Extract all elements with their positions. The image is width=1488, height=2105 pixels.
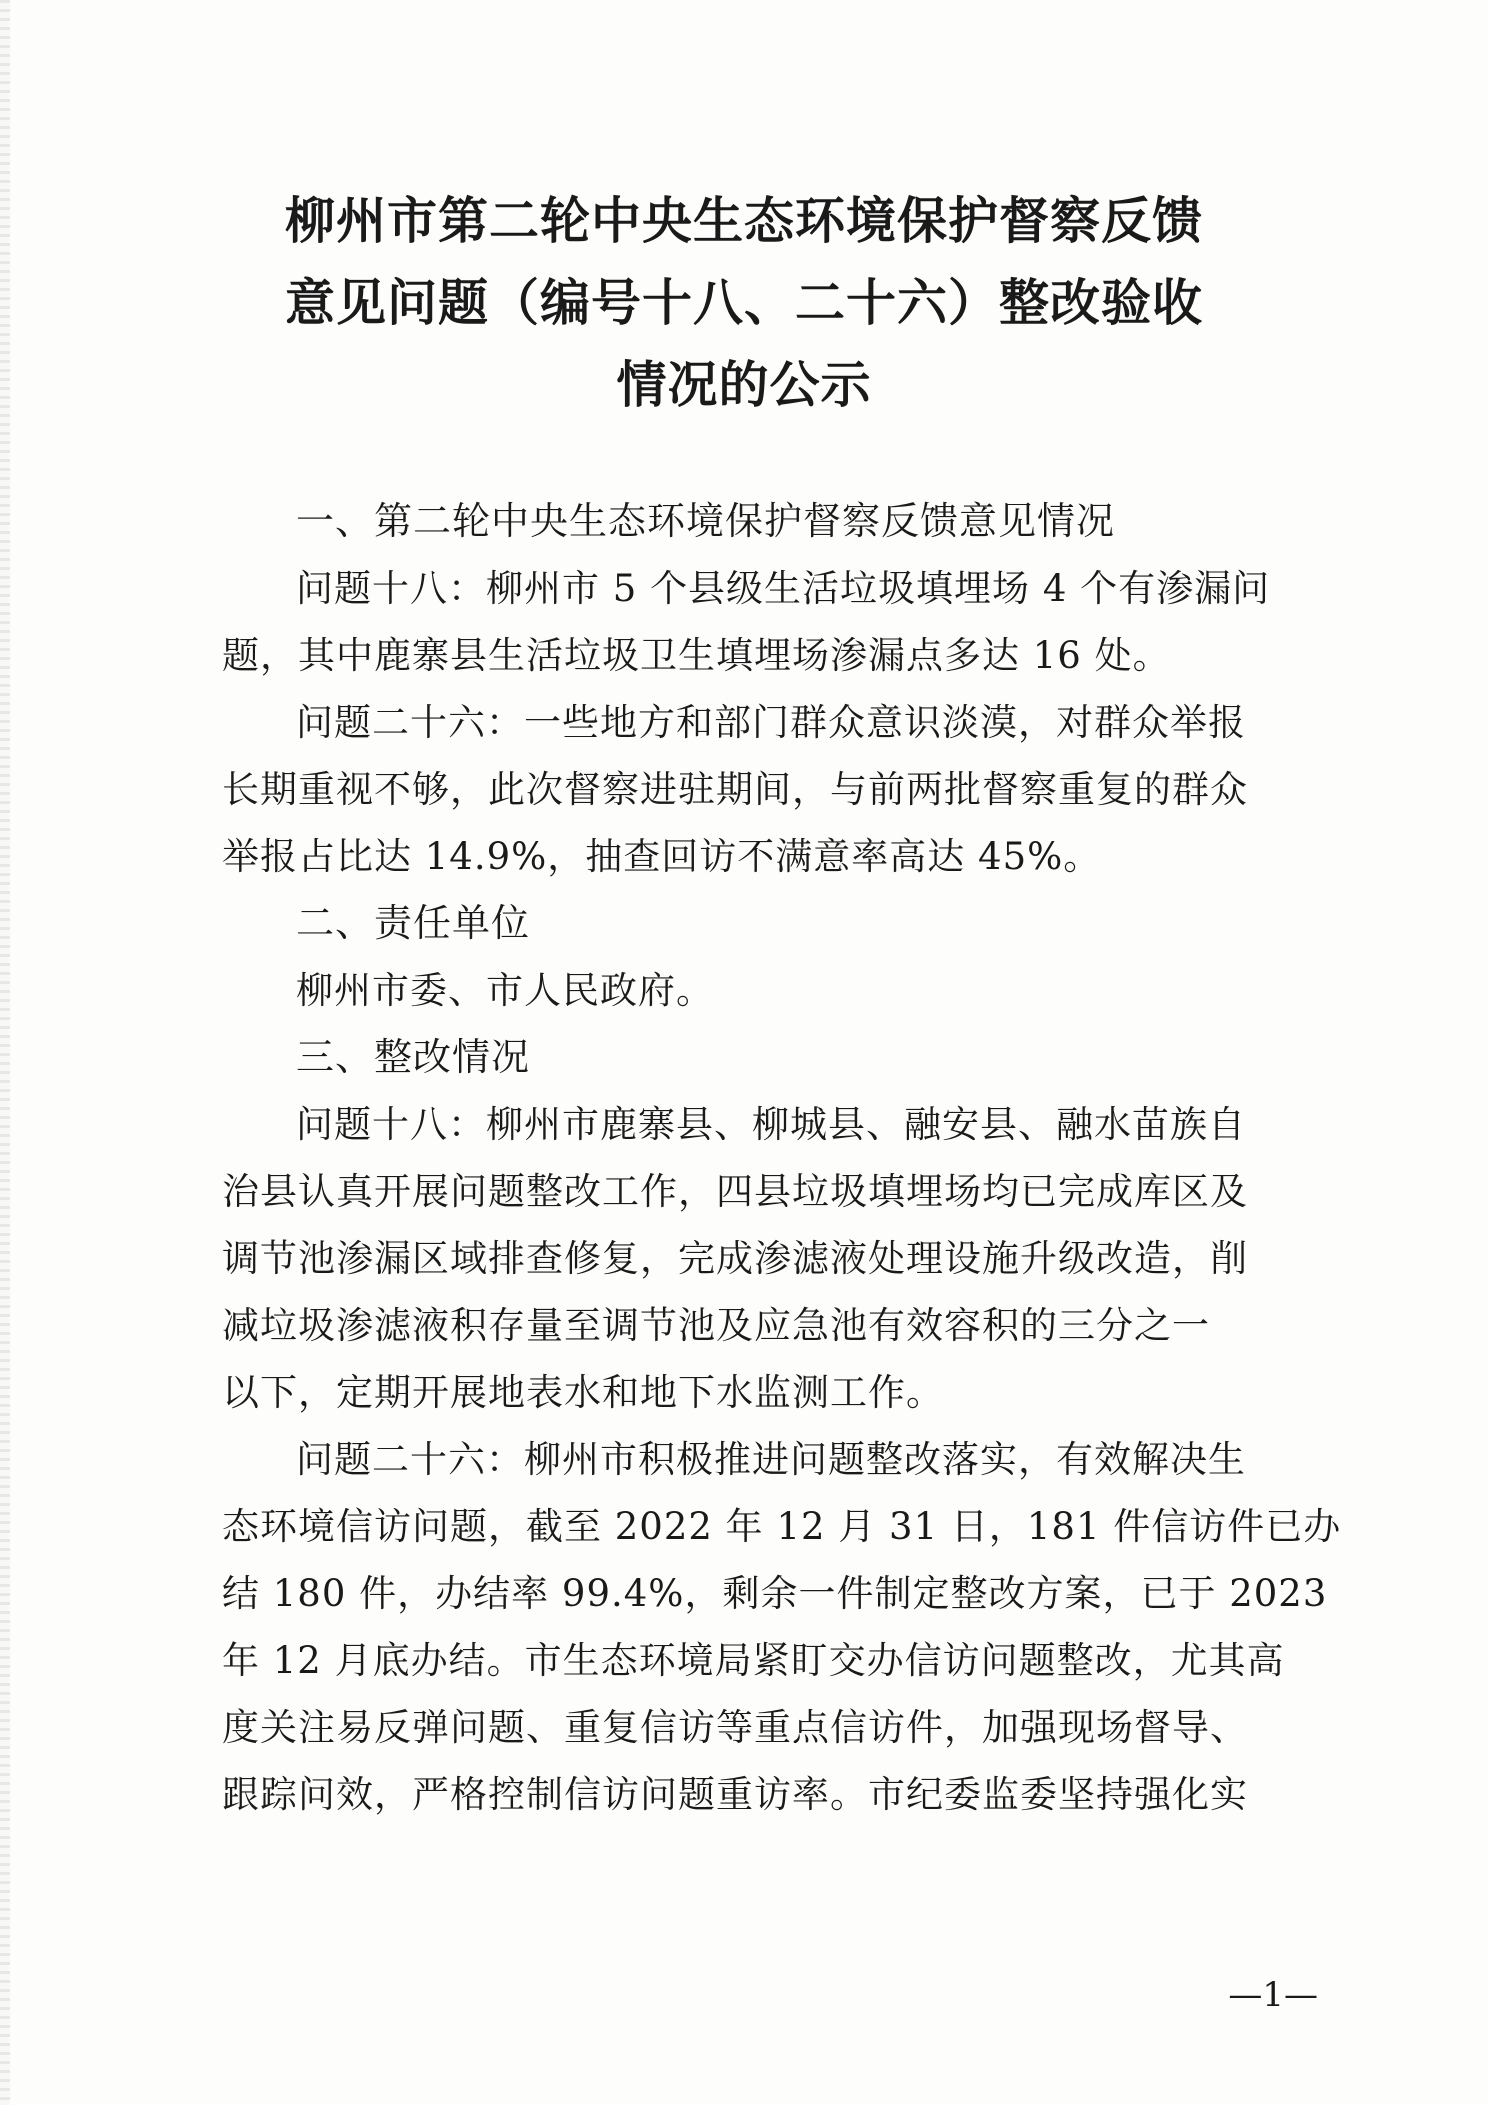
paragraph-line: 问题二十六：柳州市积极推进问题整改落实，有效解决生 [296, 1438, 1246, 1481]
paragraph-line: 调节池渗漏区域排查修复，完成渗滤液处理设施升级改造，削 [222, 1237, 1248, 1280]
section-heading: 三、整改情况 [296, 1035, 531, 1079]
paragraph-line: 柳州市委、市人民政府。 [296, 969, 714, 1012]
paragraph-line: 年 12 月底办结。市生态环境局紧盯交办信访问题整改，尤其高 [222, 1639, 1285, 1682]
paragraph-line: 长期重视不够，此次督察进驻期间，与前两批督察重复的群众 [222, 768, 1248, 811]
section-heading: 二、责任单位 [296, 901, 531, 945]
paragraph-line: 治县认真开展问题整改工作，四县垃圾填埋场均已完成库区及 [222, 1170, 1248, 1213]
title-line: 柳州市第二轮中央生态环境保护督察反馈 [285, 192, 1203, 250]
scan-edge [0, 0, 10, 2105]
paragraph-line: 度关注易反弹问题、重复信访等重点信访件，加强现场督导、 [222, 1706, 1248, 1749]
paragraph-line: 举报占比达 14.9%，抽查回访不满意率高达 45%。 [222, 835, 1102, 878]
title-line: 意见问题（编号十八、二十六）整改验收 [285, 274, 1203, 332]
paragraph-line: 态环境信访问题，截至 2022 年 12 月 31 日，181 件信访件已办 [222, 1505, 1342, 1548]
paragraph-line: 减垃圾渗滤液积存量至调节池及应急池有效容积的三分之一 [222, 1304, 1210, 1347]
paragraph-line: 结 180 件，办结率 99.4%，剩余一件制定整改方案，已于 2023 [222, 1572, 1328, 1615]
paragraph-line: 题，其中鹿寨县生活垃圾卫生填埋场渗漏点多达 16 处。 [222, 634, 1171, 677]
document-body [222, 488, 1342, 1828]
section-heading: 一、第二轮中央生态环境保护督察反馈意见情况 [296, 499, 1116, 543]
document-title [200, 180, 1288, 426]
paragraph-line: 以下，定期开展地表水和地下水监测工作。 [222, 1371, 944, 1414]
paragraph-line: 问题十八：柳州市 5 个县级生活垃圾填埋场 4 个有渗漏问 [296, 567, 1271, 610]
paragraph-line: 问题十八：柳州市鹿寨县、柳城县、融安县、融水苗族自 [296, 1103, 1246, 1146]
page-number: —1— [1228, 1975, 1318, 2015]
paragraph-line: 跟踪问效，严格控制信访问题重访率。市纪委监委坚持强化实 [222, 1773, 1248, 1816]
paragraph-line: 问题二十六：一些地方和部门群众意识淡漠，对群众举报 [296, 701, 1246, 744]
title-line: 情况的公示 [616, 356, 872, 414]
